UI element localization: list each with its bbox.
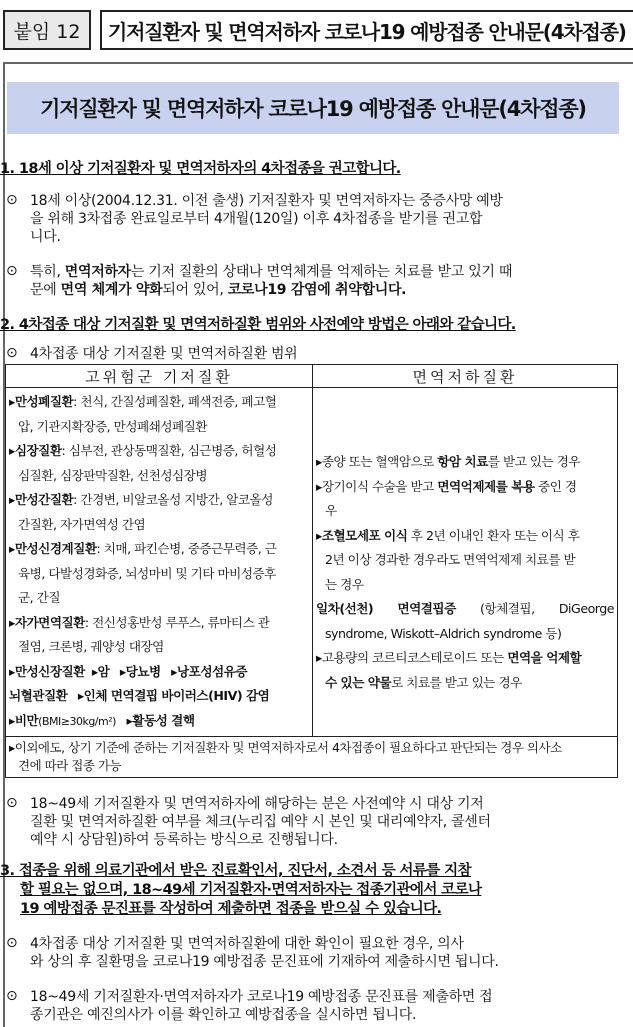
item-title: 비만 xyxy=(14,712,39,728)
item-title: 만성간질환 xyxy=(14,492,74,507)
note-text xyxy=(6,737,617,777)
item-text: 2년 이상 경과한 경우라도 면역억제제 치료를 받 xyxy=(325,552,576,567)
list-item: ▸비만(BMI≥30kg/m²) ▸활동성 결핵 xyxy=(9,712,195,728)
item-text: 종양 또는 혈액암으로 xyxy=(321,454,438,469)
item-text: 심질환, 심장판막질환, 선천성심장병 xyxy=(18,467,207,483)
text-line: 질환 및 면역저하질환 여부를 체크(누리집 예약 시 본인 및 대리예약자, 콜센터 xyxy=(30,814,491,830)
text-line: 니다. xyxy=(30,229,61,245)
attachment-tag: 붙임 12 xyxy=(3,10,91,50)
immuno-list xyxy=(313,388,617,697)
item-text: : 전신성홍반성 루푸스, 류마티스 관 xyxy=(84,614,270,630)
item-text: 절염, 크론병, 궤양성 대장염 xyxy=(18,639,164,654)
item-title: 항암 치료 xyxy=(437,454,488,469)
text-line: 4차접종 대상 기저질환 및 면역저하질환에 대한 확인이 필요한 경우, 의사 xyxy=(30,936,464,952)
item-text: : 치매, 파킨슨병, 중증근무력증, 근 xyxy=(96,541,277,556)
section1-item2 xyxy=(30,263,628,299)
high-risk-list xyxy=(6,388,312,736)
list-item: ▸조혈모세포 이식 후 2년 이내인 환자 또는 이식 후 xyxy=(316,527,580,543)
item-title: 만성신장질환 xyxy=(14,663,85,679)
item-text: syndrome, Wiskott–Aldrich syndrome 등) xyxy=(325,625,562,641)
text-line: 예약 시 상담원)하여 등록하는 방식으로 진행됩니다. xyxy=(30,832,338,848)
text-line: 19 예방접종 문진표를 작성하여 제출하면 접종을 받으실 수 있습니다. xyxy=(20,901,442,917)
item-text: (BMI≥30kg/m²) xyxy=(38,714,116,728)
text-line: 종기관은 예진의사가 이를 확인하고 예방접종을 실시하면 됩니다. xyxy=(30,1007,417,1023)
item-title: 심장질환 xyxy=(14,443,62,458)
text-run-bold: 면역저하자 xyxy=(64,264,131,280)
right-cell xyxy=(313,388,618,737)
item-title: 조혈모세포 이식 xyxy=(321,527,408,543)
item-title: 뇌혈관질환 xyxy=(9,688,68,703)
list-item: ▸만성폐질환: 천식, 간질성폐질환, 폐색전증, 폐고혈 xyxy=(9,394,277,409)
item-text: 장기이식 수술을 받고 xyxy=(321,478,438,494)
item-text: 를 받고 있는 경우 xyxy=(487,454,581,469)
item-title: 당뇨병 xyxy=(125,663,161,679)
bullet-icon: ⊙ xyxy=(6,795,18,811)
item-title: 면역을 억제할 xyxy=(507,650,582,665)
text-line: 할 필요는 없으며, 18~49세 기저질환자·면역저하자는 접종기관에서 코로나 xyxy=(20,882,482,898)
text-line: 3. 접종을 위해 의료기관에서 받은 진료확인서, 진단서, 소견서 등 서류를 지참 xyxy=(0,863,471,879)
text-run: 이외에도, 상기 기준에 준하는 기저질환자 및 면역저하자로서 4차접종이 필요하다고 판단되는 경우 의사소 xyxy=(14,740,562,755)
item-text: 간질환, 자가면역성 간염 xyxy=(18,516,146,532)
note-line: 견에 따라 접종 가능 xyxy=(18,758,122,773)
left-cell xyxy=(6,388,313,737)
list-item-cont xyxy=(316,671,614,696)
item-title: 수 있는 약물 xyxy=(325,674,392,690)
text-run: 특히, xyxy=(30,264,65,280)
text-run-bold: 면역 체계가 약화 xyxy=(60,282,163,298)
item-text: : 심부전, 관상동맥질환, 심근병증, 허혈성 xyxy=(61,443,277,458)
bullet-icon: ⊙ xyxy=(6,935,18,951)
section1-item1 xyxy=(30,192,628,246)
item-text: 우 xyxy=(325,503,337,518)
item-text: : 천식, 간질성폐질환, 폐색전증, 폐고혈 xyxy=(73,394,277,409)
disease-table xyxy=(5,364,618,778)
item-text: (항체결핍, xyxy=(480,601,535,616)
item-title: 암 xyxy=(97,663,110,679)
item-text: : 간경변, 비알코올성 지방간, 알코올성 xyxy=(73,492,273,507)
item-title: 만성폐질환 xyxy=(14,394,74,409)
item-title: 일차(선천) xyxy=(316,601,374,616)
item-title: 낭포성섬유증 xyxy=(177,663,248,679)
list-item: ▸만성신장질환 ▸암 ▸당뇨병 ▸낭포성섬유증 xyxy=(9,663,248,679)
section2-heading: 2. 4차접종 대상 기저질환 및 면역저하질환 범위와 사전예약 방법은 아래와 같습니다. xyxy=(0,317,516,333)
item-title: 면역결핍증 xyxy=(397,601,456,616)
col-header-left: 고위험군 기저질환 xyxy=(6,365,313,388)
text-line: 18~49세 기저질환자·면역저하자가 코로나19 예방접종 문진표를 제출하면 접 xyxy=(30,989,493,1005)
item-text: 육병, 다발성경화증, 뇌성마비 및 기타 마비성증후 xyxy=(18,565,276,581)
text-line xyxy=(30,263,628,281)
item-text: DiGeorge xyxy=(558,601,614,616)
title-banner: 기저질환자 및 면역저하자 코로나19 예방접종 안내문(4차접종) xyxy=(7,82,619,134)
bullet-icon: ⊙ xyxy=(6,988,18,1004)
text-run: 되어 있어, xyxy=(162,282,228,298)
item-text: 로 치료를 받고 있는 경우 xyxy=(391,674,522,690)
text-line: 와 상의 후 질환명을 코로나19 예방접종 문진표에 기재하여 제출하시면 됩니다. xyxy=(30,954,499,970)
item-title: 만성신경계질환 xyxy=(14,541,97,556)
section2-item xyxy=(30,795,628,849)
list-item: ▸고용량의 코르티코스테로이드 또는 면역을 억제할 xyxy=(316,650,582,665)
text-line xyxy=(30,281,628,299)
item-text: 고용량의 코르티코스테로이드 또는 xyxy=(321,650,508,665)
list-item: 뇌혈관질환 ▸인체 면역결핍 바이러스(HIV) 감염 xyxy=(9,688,270,703)
item-title: 자가면역질환 xyxy=(14,614,85,630)
col-header-right: 면역저하질환 xyxy=(313,365,618,388)
item-text: 중인 경 xyxy=(534,478,577,494)
text-run: 문에 xyxy=(30,282,61,298)
note-line: ▸이외에도, 상기 기준에 준하는 기저질환자 및 면역저하자로서 4차접종이 필요하다고 판단되는 경우 의사소 xyxy=(9,740,562,755)
section2-subheading: 4차접종 대상 기저질환 및 면역저하질환 범위 xyxy=(30,346,298,362)
bullet-icon: ⊙ xyxy=(6,192,18,208)
section3-item1 xyxy=(30,935,628,971)
item-text: 군, 간질 xyxy=(18,590,61,605)
list-item: ▸장기이식 수술을 받고 면역억제제를 복용 중인 경 xyxy=(316,478,577,494)
document-header xyxy=(0,0,633,58)
document-title: 기저질환자 및 면역저하자 코로나19 예방접종 안내문(4차접종) xyxy=(100,10,633,50)
text-run: 는 기저 질환의 상태나 면역체계를 억제하는 치료를 받고 있기 때 xyxy=(130,264,513,280)
item-text: 압, 기관지확장증, 만성폐쇄성폐질환 xyxy=(18,418,207,434)
section3-heading xyxy=(0,862,620,919)
list-item: ▸심장질환: 심부전, 관상동맥질환, 심근병증, 허혈성 xyxy=(9,443,277,458)
text-run-bold: 코로나19 감염에 취약합니다. xyxy=(227,282,407,298)
text-line: 18~49세 기저질환자 및 면역저하자에 해당하는 분은 사전예약 시 대상 기저 xyxy=(30,796,484,812)
list-item: ▸만성간질환: 간경변, 비알코올성 지방간, 알코올성 xyxy=(9,492,273,507)
item-text: 는 경우 xyxy=(325,576,364,592)
list-item: ▸자가면역질환: 전신성홍반성 루푸스, 류마티스 관 xyxy=(9,614,270,630)
text-line: 18세 이상(2004.12.31. 이전 출생) 기저질환자 및 면역저하자는 중증사망 예방 xyxy=(30,193,503,209)
item-title: 인체 면역결핍 바이러스(HIV) 감염 xyxy=(83,688,270,703)
section3-item2 xyxy=(30,988,628,1024)
list-item: ▸종양 또는 혈액암으로 항암 치료를 받고 있는 경우 xyxy=(316,454,581,469)
item-title: 활동성 결핵 xyxy=(132,712,195,728)
list-item xyxy=(316,597,614,622)
bullet-icon: ⊙ xyxy=(6,345,18,361)
item-title: 면역억제제를 복용 xyxy=(437,478,535,494)
bullet-icon: ⊙ xyxy=(6,263,18,279)
table-note xyxy=(6,737,618,778)
list-item: ▸만성신경계질환: 치매, 파킨슨병, 중증근무력증, 근 xyxy=(9,541,277,556)
section1-heading: 1. 18세 이상 기저질환자 및 면역저하자의 4차접종을 권고합니다. xyxy=(0,161,401,177)
text-line: 을 위해 3차접종 완료일로부터 4개월(120일) 이후 4차접종을 받기를 권고합 xyxy=(30,211,483,227)
item-text: 후 2년 이내인 환자 또는 이식 후 xyxy=(407,527,580,543)
